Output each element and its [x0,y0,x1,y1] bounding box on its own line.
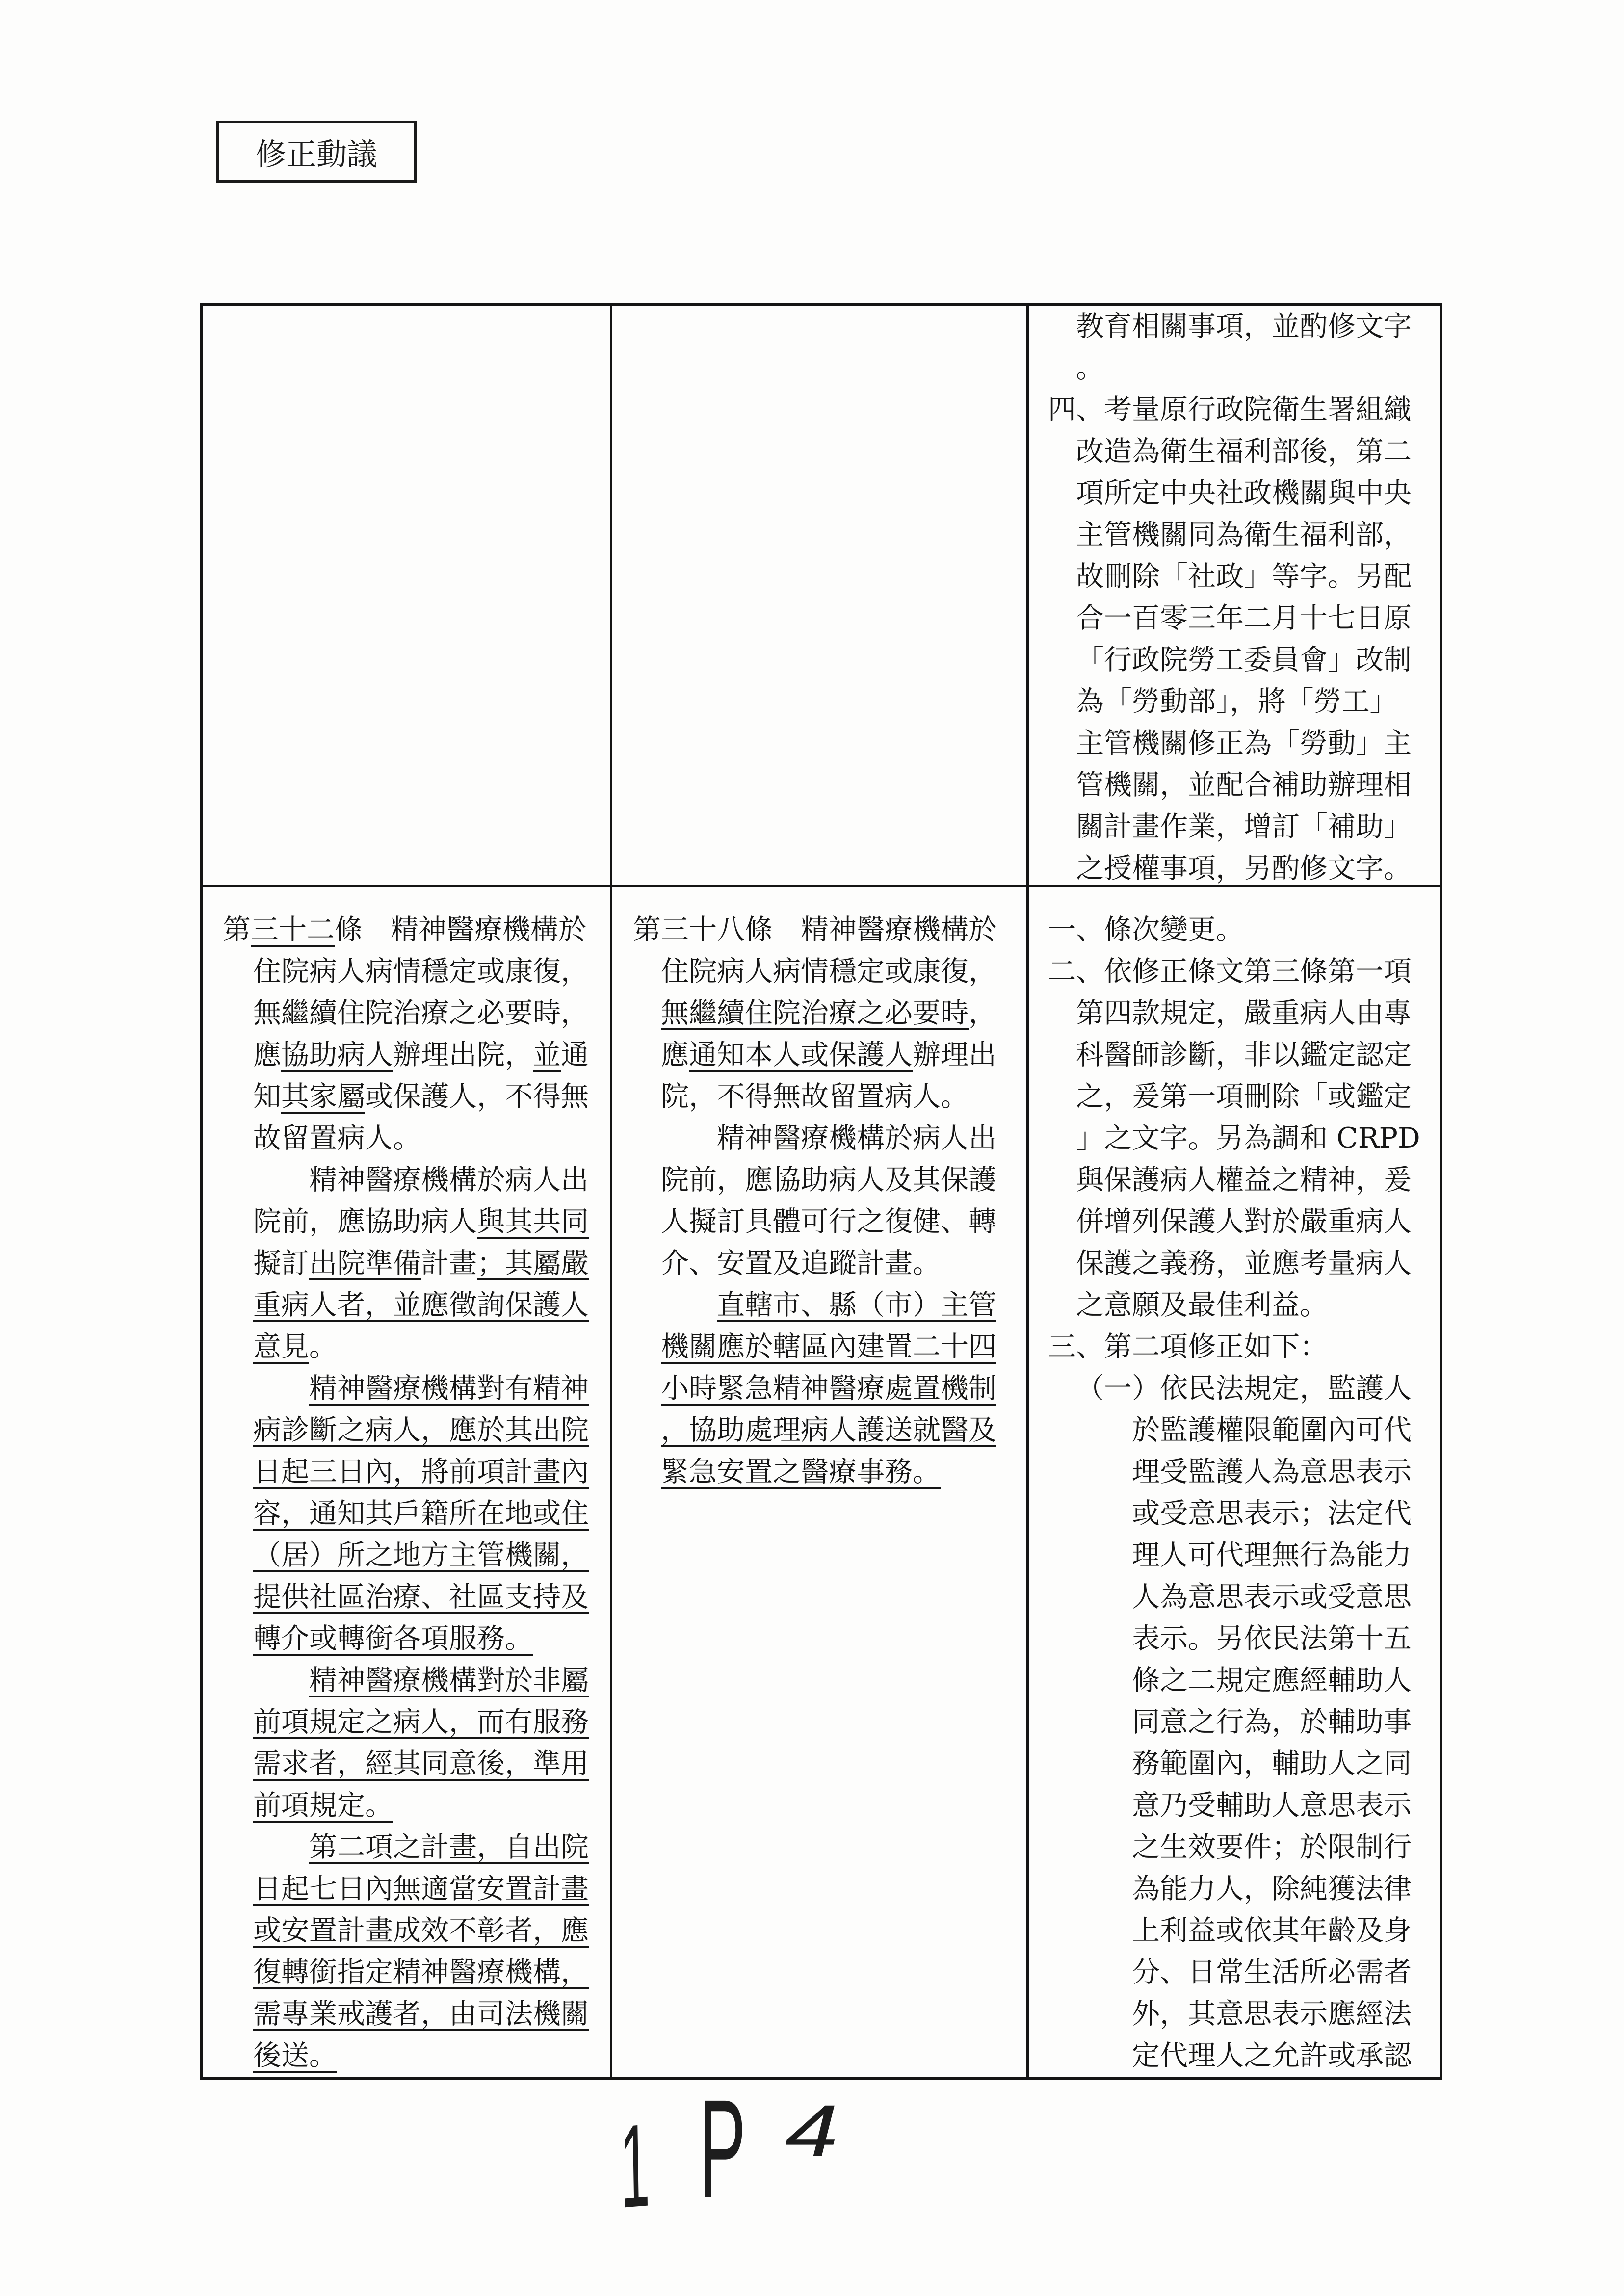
text-line: 改造為衛生福利部後，第二 [1076,435,1412,468]
text-segment: 辦理出院， [393,1039,533,1071]
text-line: 直轄市、縣（市）主管 [717,1289,996,1321]
text-line [253,1201,610,1243]
text-line: 小時緊急精神醫療處置機制 [661,1372,996,1405]
text-line: 後送。 [253,2039,337,2072]
text-line: 管機關，並配合補助辦理相 [1076,769,1412,801]
text-line: 院前，應協助病人及其保護 [661,1164,996,1196]
text-line: 上利益或依其年齡及身 [1132,1914,1412,1947]
para-paragraph [253,1826,610,2077]
text-line: 。 [1076,352,1104,384]
text-line: 提供社區治療、社區支持及 [253,1581,589,1613]
text-segment: 辦理出 [913,1039,996,1071]
text-line: 前項規定。 [253,1789,393,1822]
text-line: 條之二規定應經輔助人 [1132,1664,1412,1696]
para-paragraph [253,1660,610,1826]
text-line: 人為意思表示或受意思 [1132,1581,1412,1613]
motion-label-box [216,121,417,183]
item-paragraph [1048,951,1440,1326]
text-line: 第三十八條 精神醫療機構於 [633,913,996,946]
text-line: 科醫師診斷，非以鑑定認定 [1076,1039,1412,1071]
text-line [253,1034,610,1076]
text-line: 為「勞動部」，將「勞工」 [1076,685,1398,718]
text-segment: 。 [309,1331,337,1363]
amended-text: 出院準備 [309,1247,421,1279]
text-line: 理人可代理無行為能力 [1132,1539,1412,1571]
amended-text: 與其共同 [477,1205,589,1238]
text-line: 一、條次變更。 [1048,913,1244,946]
text-line: 三、第二項修正如下： [1048,1331,1328,1363]
text-segment: 應 [253,1039,281,1071]
text-line: 教育相關事項，並酌修文字 [1076,310,1412,342]
text-segment: 通 [561,1039,589,1071]
text-line: 機關應於轄區內建置二十四 [661,1331,996,1363]
text-segment: 應 [661,1039,689,1071]
text-line: 之生效要件；於限制行 [1132,1831,1412,1863]
text-line: 項所定中央社政機關與中央 [1076,477,1412,509]
item-paragraph [1048,1326,1440,1368]
text-line: 四、考量原行政院衛生署組織 [1048,393,1412,426]
article-paragraph [223,909,610,1159]
text-segment: 院前，應協助病人 [253,1205,477,1238]
text-line: 主管機關修正為「勞動」主 [1076,727,1412,759]
text-line: 容，通知其戶籍所在地或住 [253,1497,589,1530]
text-line [253,1243,610,1284]
text-line: 需專業戒護者，由司法機關 [253,1998,589,2030]
text-line: 精神醫療機構對有精神 [309,1372,589,1405]
text-line: 精神醫療機構對於非屬 [309,1664,589,1696]
text-line: 合一百零三年二月十七日原 [1076,602,1412,634]
text-line [253,1076,610,1118]
explanation-cell [1029,887,1440,2077]
text-line: 或受意思表示；法定代 [1132,1497,1412,1530]
handwritten-digit: 4 [785,2089,838,2172]
text-segment: 知 [253,1080,281,1113]
text-line: 院，不得無故留置病人。 [661,1080,969,1113]
amended-text: 無繼續住院治療之必要時 [661,997,969,1029]
amended-text: 並 [533,1039,561,1071]
text-line: 緊急安置之醫療事務。 [661,1456,941,1488]
para-paragraph [253,1368,610,1660]
text-line [661,1034,1026,1076]
text-line: 故留置病人。 [253,1122,421,1154]
text-line: 之授權事項，另酌修文字。 [1076,852,1412,885]
text-line: 外，其意思表示應經法 [1132,1998,1412,2030]
current-text-cell [612,306,1026,885]
text-line: 意乃受輔助人意思表示 [1132,1789,1412,1822]
current-text-cell [612,887,1026,2077]
text-line: 保護之義務，並應考量病人 [1076,1247,1412,1279]
text-line: （居）所之地方主管機關， [253,1539,589,1571]
text-line: 表示。另依民法第十五 [1132,1622,1412,1655]
handwritten-digit: 1 [619,2099,651,2233]
text-line: 無繼續住院治療之必要時， [253,997,589,1029]
amended-text: 重病人者，並應徵詢保護人 [253,1289,589,1321]
text-line: 第四款規定，嚴重病人由專 [1076,997,1412,1029]
amended-text: 三十二 [251,913,335,946]
text-line: 日起七日內無適當安置計畫 [253,1873,589,1905]
text-line: 於監護權限範圍內可代 [1132,1414,1412,1446]
text-line: 務範圍內，輔助人之同 [1132,1748,1412,1780]
text-line: 介、安置及追蹤計畫。 [661,1247,941,1279]
text-line [253,1326,610,1368]
amended-text: 通知本人或保護人 [689,1039,913,1071]
text-segment: ， [969,997,996,1029]
text-line: 人擬訂具體可行之復健、轉 [661,1205,996,1238]
text-line: （一）依民法規定，監護人 [1076,1372,1412,1405]
explanation-cell [1029,306,1440,885]
text-line: 」之文字。另為調和 CRPD [1076,1122,1420,1154]
text-line: 主管機關同為衛生福利部， [1076,519,1412,551]
text-line: 為能力人，除純獲法律 [1132,1873,1412,1905]
text-line: 關計畫作業，增訂「補助」 [1076,810,1412,843]
text-line: 定代理人之允許或承認 [1132,2039,1412,2072]
subitem-paragraph [1076,1368,1440,2077]
text-line: 之意願及最佳利益。 [1076,1289,1328,1321]
text-line: 需求者，經其同意後，準用 [253,1748,589,1780]
para-paragraph [253,1159,610,1368]
article-paragraph [633,909,1026,1118]
text-segment: 計畫 [421,1247,477,1279]
amended-text: 意見 [253,1331,309,1363]
text-line [223,909,610,951]
text-segment: 條 精神醫療機構於 [335,913,586,946]
text-line: 分、日常生活所必需者 [1132,1956,1412,1988]
amended-text: 其家屬 [281,1080,365,1113]
cont-paragraph [1076,306,1440,389]
text-line: 住院病人病情穩定或康復， [661,955,996,988]
text-line: 之，爰第一項刪除「或鑑定 [1076,1080,1412,1113]
text-line: 前項規定之病人，而有服務 [253,1706,589,1738]
motion-label: 修正動議 [255,136,377,172]
text-line: 第二項之計畫，自出院 [309,1831,589,1863]
text-line: ，協助處理病人護送就醫及 [661,1414,996,1446]
text-line: 日起三日內，將前項計畫內 [253,1456,589,1488]
text-line: 二、依修正條文第三條第一項 [1048,955,1412,988]
text-line: 復轉銜指定精神醫療機構， [253,1956,589,1988]
text-line: 轉介或轉銜各項服務。 [253,1622,533,1655]
item-paragraph [1048,389,1440,889]
amended-text: 協助病人 [281,1039,393,1071]
para-paragraph [661,1284,1026,1493]
text-line: 精神醫療機構於病人出 [717,1122,996,1154]
text-line: 併增列保護人對於嚴重病人 [1076,1205,1412,1238]
text-line: 或安置計畫成效不彰者，應 [253,1914,589,1947]
text-segment: 或保護人，不得無 [365,1080,589,1113]
text-line: 同意之行為，於輔助事 [1132,1706,1412,1738]
proposed-text-cell [203,887,610,2077]
handwritten-letter: P [699,2071,746,2227]
text-segment: 擬訂 [253,1247,309,1279]
text-line: 病診斷之病人，應於其出院 [253,1414,589,1446]
text-line: 精神醫療機構於病人出 [309,1164,589,1196]
text-line: 住院病人病情穩定或康復， [253,955,589,988]
text-line [253,1284,610,1326]
amended-text: ；其屬嚴 [477,1247,589,1279]
para-paragraph [661,1118,1026,1284]
text-line: 「行政院勞工委員會」改制 [1076,644,1412,676]
proposed-text-cell [203,306,610,885]
text-line: 理受監護人為意思表示 [1132,1456,1412,1488]
text-segment: 第 [223,913,251,946]
item-paragraph [1048,909,1440,951]
text-line: 與保護病人權益之精神，爰 [1076,1164,1412,1196]
text-line: 故刪除「社政」等字。另配 [1076,560,1412,593]
text-line [661,992,1026,1034]
